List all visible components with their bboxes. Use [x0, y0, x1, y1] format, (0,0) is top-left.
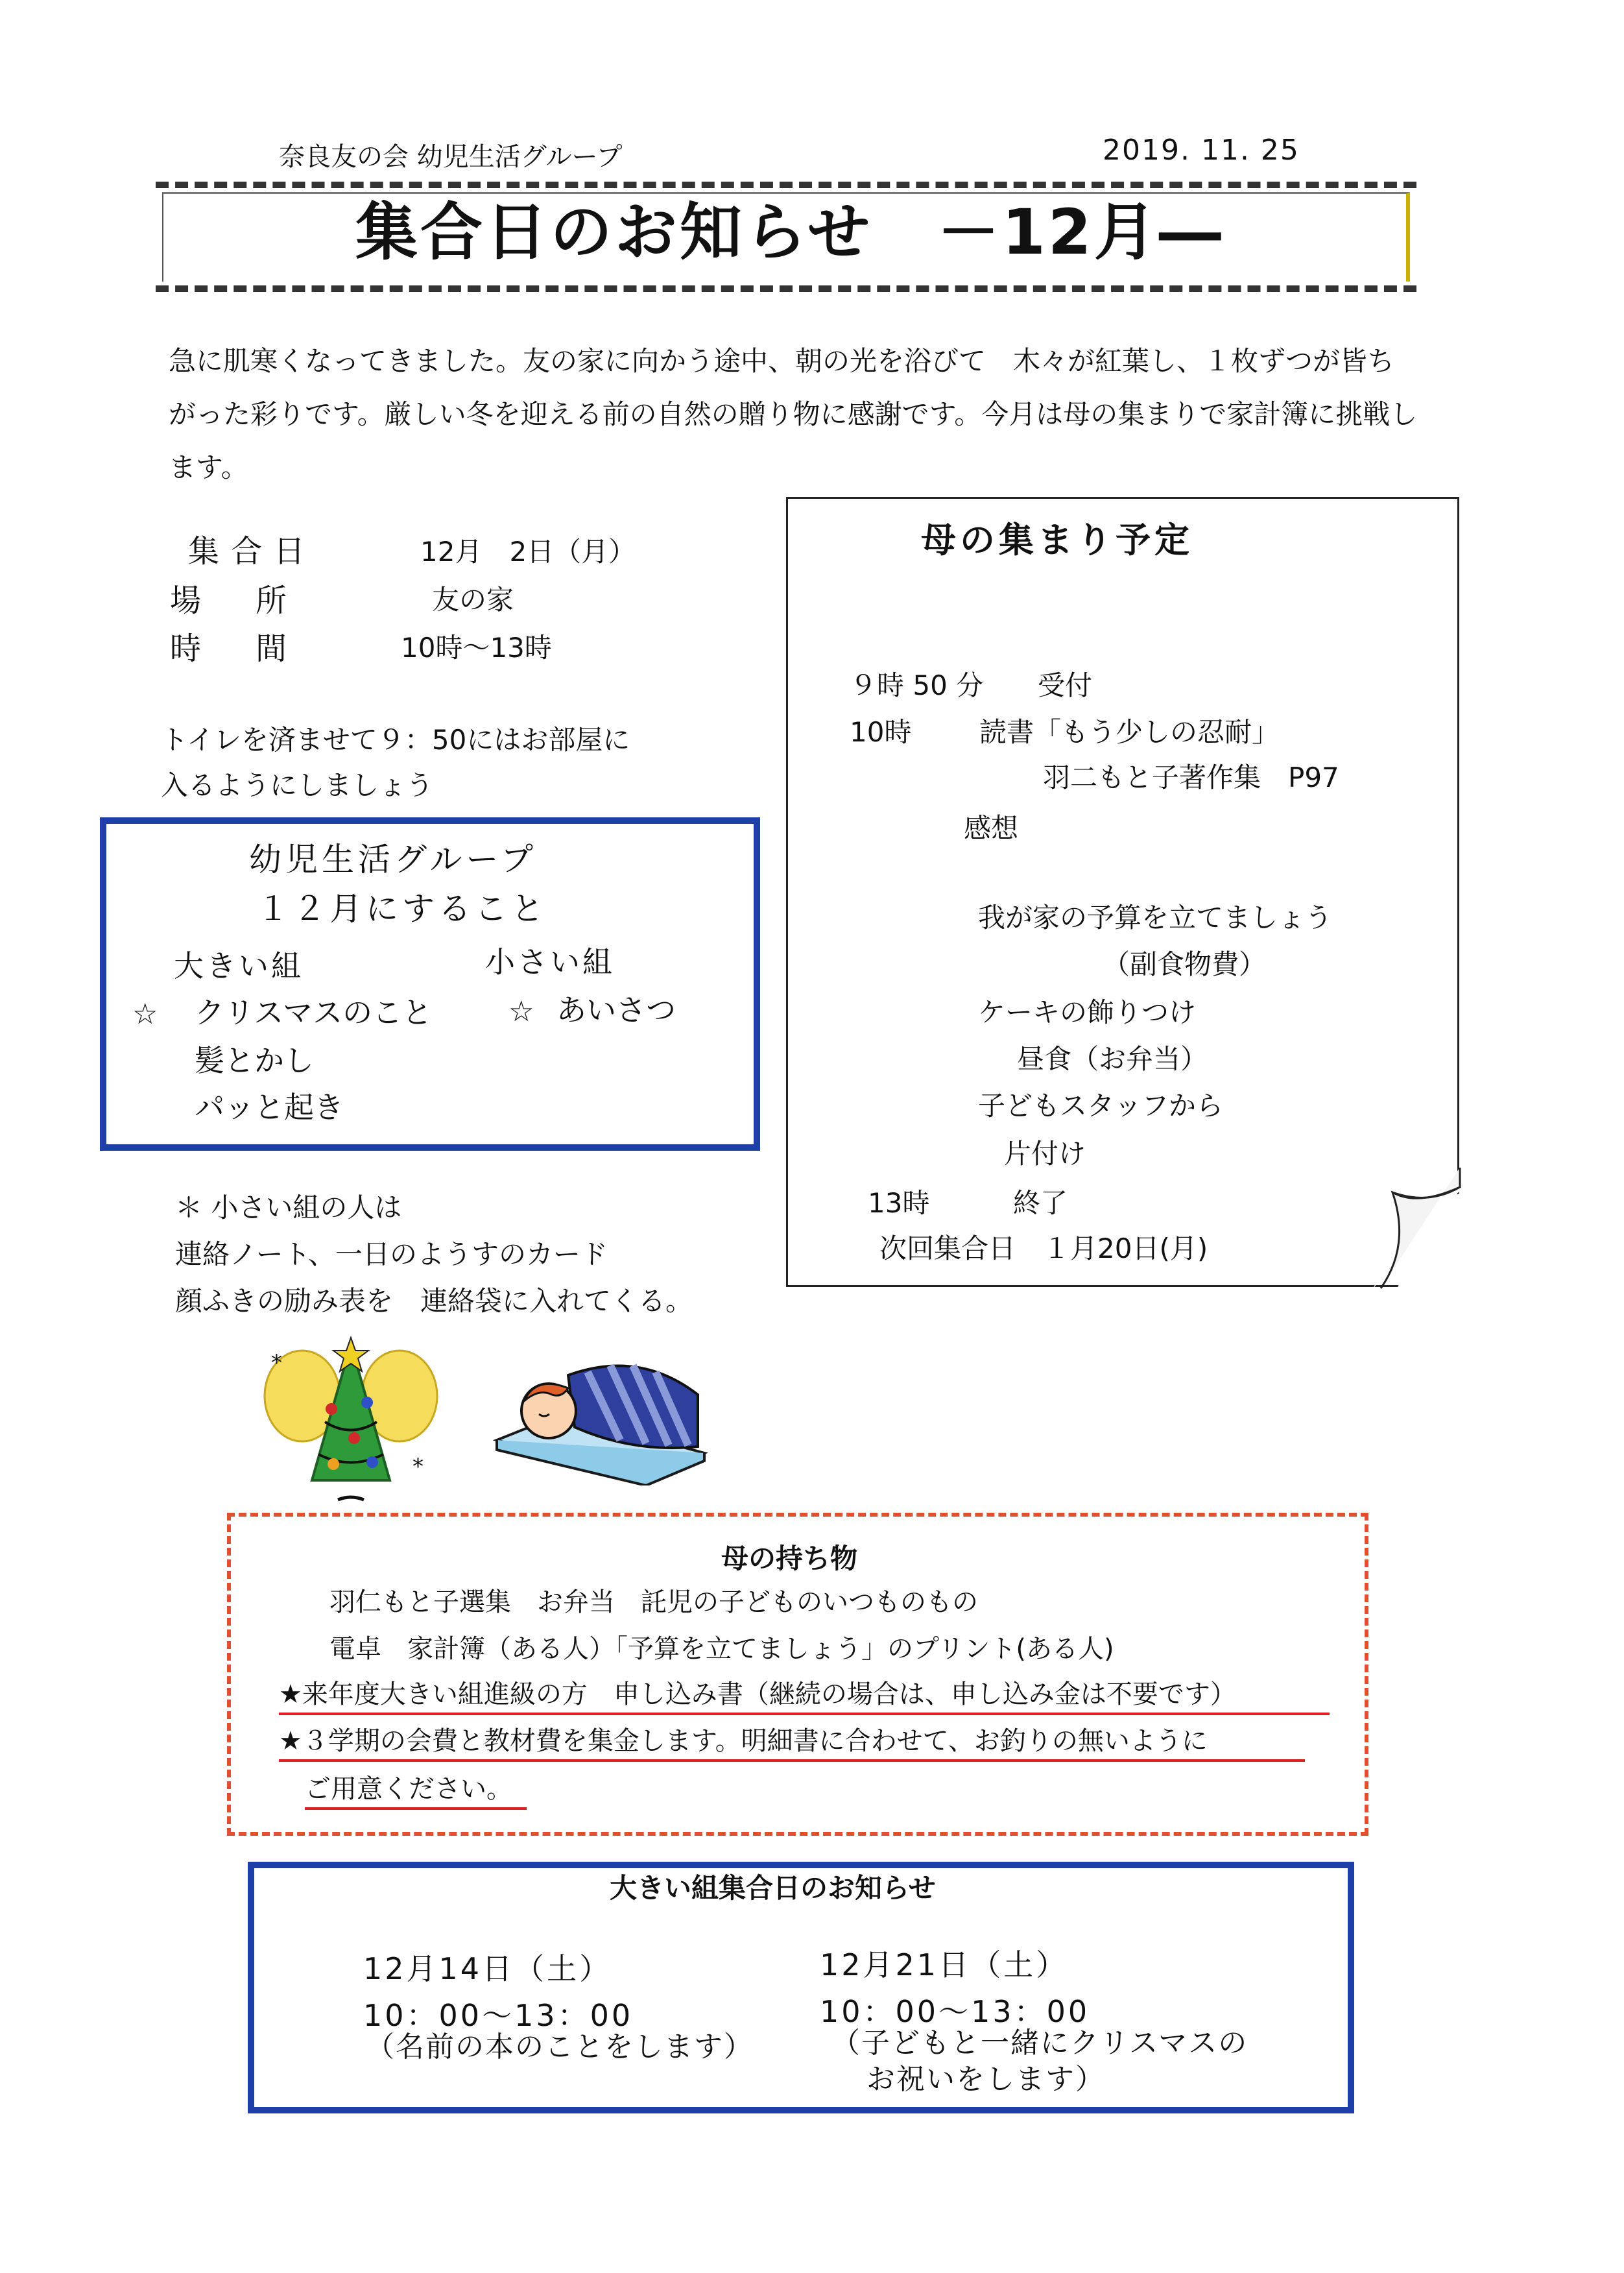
schedule-time-1: ９時 50 分: [850, 669, 984, 701]
meeting-place-value: 友の家: [432, 584, 514, 616]
organization-name: 奈良友の会 幼児生活グループ: [279, 142, 623, 172]
schedule-time-2: 10時: [850, 716, 912, 748]
schedule-text-11: 終了: [1013, 1187, 1068, 1219]
belongings-line-5: ご用意ください。: [305, 1774, 512, 1804]
intro-paragraph: 急に肌寒くなってきました。友の家に向かう途中、朝の光を浴びて 木々が紅葉し、１枚ずつが皆ちがった彩りです。厳しい冬を迎える前の自然の贈り物に感謝です。今月は母の集まりで家計簿に挑戦します。: [169, 345, 1418, 483]
meeting2-note-1: （子どもと一緒にクリスマスの: [831, 2026, 1248, 2060]
belongings-line-4: ★３学期の会費と教材費を集金します。明細書に合わせて、お釣りの無いように: [279, 1726, 1208, 1756]
schedule-text-3: 羽二もと子著作集 P97: [1043, 762, 1339, 793]
svg-text:*: *: [271, 1350, 282, 1376]
schedule-title: 母の集まり予定: [921, 520, 1193, 560]
page-curl-icon: [1372, 1168, 1469, 1291]
meeting1-date: 12月14日（土）: [363, 1951, 612, 1986]
next-meeting-date: 次回集合日 １月20日(月): [879, 1233, 1208, 1264]
schedule-time-11: 13時: [868, 1187, 930, 1219]
belongings-line-2: 電卓 家計簿（ある人）「予算を立てましょう」のプリント(ある人): [329, 1634, 1114, 1664]
meeting2-date: 12月21日（土）: [820, 1947, 1069, 1982]
big-item-hair: 髪とかし: [195, 1043, 314, 1078]
meeting-date-value: 12月 2日（月）: [420, 536, 636, 568]
meeting-time-value: 10時～13時: [401, 632, 552, 664]
small-item-greeting: あいさつ: [556, 992, 676, 1028]
big-item-wakeup: パッと起き: [195, 1090, 344, 1125]
toilet-note: トイレを済ませて９：50にはお部屋に 入るようにしましょう: [161, 724, 630, 801]
meeting-time-label: 時 間: [170, 631, 299, 667]
meeting2-note-2: お祝いをします）: [866, 2063, 1105, 2096]
page-title: 集合日のお知らせ －12月―: [355, 196, 1224, 269]
big-group-meeting-title: 大きい組集合日のお知らせ: [610, 1872, 936, 1904]
schedule-text-6: （副食物費）: [1103, 948, 1267, 980]
svg-text:*: *: [412, 1454, 424, 1480]
belongings-line-3: ★来年度大きい組進級の方 申し込み書（継続の場合は、申し込み金は不要です）: [279, 1679, 1236, 1709]
star-icon: ☆: [132, 998, 158, 1031]
small-group-label: 小さい組: [485, 944, 615, 980]
schedule-text-1: 受付: [1038, 669, 1093, 701]
group-title: 幼児生活グループ: [249, 841, 537, 878]
schedule-paper: [786, 497, 1459, 1287]
meeting-place-label: 場 所: [170, 583, 299, 619]
christmas-tree-angel-icon: [257, 1325, 445, 1513]
schedule-text-9: 子どもスタッフから: [978, 1090, 1224, 1122]
schedule-text-7: ケーキの飾りつけ: [978, 996, 1197, 1028]
schedule-text-5: 我が家の予算を立てましょう: [978, 902, 1333, 933]
small-group-note: ＊ 小さい組の人は 連絡ノート、一日のようすのカード 顔ふきの励み表を 連絡袋に入れてくる。: [175, 1192, 693, 1317]
big-item-christmas: クリスマスのこと: [195, 995, 433, 1030]
meeting-date-label: 集合日: [188, 533, 317, 570]
big-group-label: 大きい組: [174, 948, 304, 983]
group-subtitle: １２月にすること: [257, 890, 547, 928]
meeting1-time: 10：00～13：00: [363, 1998, 634, 2033]
schedule-text-2: 読書「もう少しの忍耐」: [979, 716, 1280, 748]
sleeping-baby-icon: [490, 1349, 711, 1485]
star-icon: ☆: [508, 995, 534, 1028]
belongings-line-1: 羽仁もと子選集 お弁当 託児の子どものいつものもの: [329, 1587, 978, 1617]
issue-date: 2019. 11. 25: [1103, 134, 1300, 167]
belongings-title: 母の持ち物: [721, 1543, 858, 1574]
meeting1-note: （名前の本のことをします）: [366, 2030, 754, 2063]
schedule-text-8: 昼食（お弁当）: [1017, 1043, 1208, 1075]
schedule-text-10: 片付け: [1004, 1138, 1086, 1170]
meeting2-time: 10：00～13：00: [820, 1994, 1090, 2029]
schedule-text-4: 感想: [964, 812, 1019, 844]
